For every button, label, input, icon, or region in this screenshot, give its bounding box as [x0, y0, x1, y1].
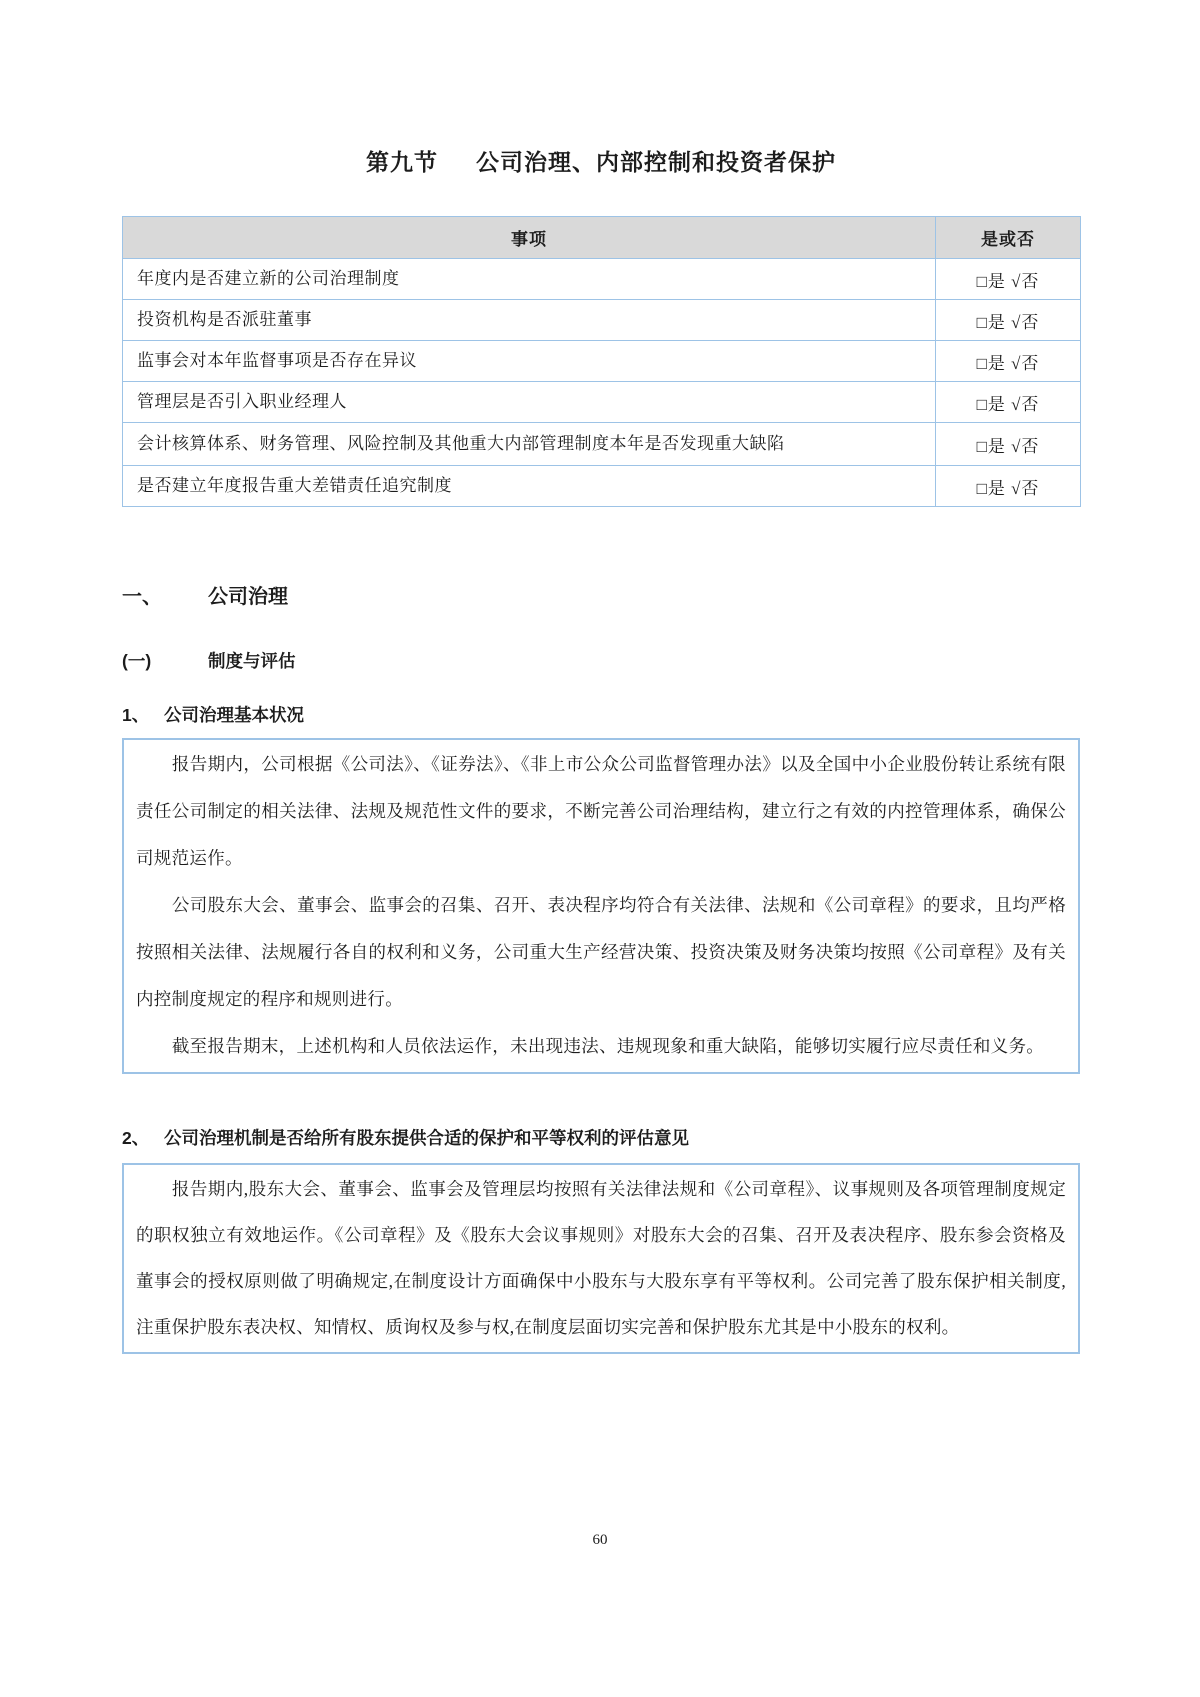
heading-label: 公司治理机制是否给所有股东提供合适的保护和平等权利的评估意见	[164, 1128, 689, 1148]
table-header-row	[123, 217, 1081, 259]
answer-cell: □是 √否	[936, 382, 1081, 423]
page-title	[122, 146, 1080, 178]
section-number: 第九节	[366, 149, 438, 175]
heading-number: 1、	[122, 705, 150, 725]
answer-cell: □是 √否	[936, 341, 1081, 382]
heading-number: 一、	[122, 586, 162, 608]
heading-number: (一)	[122, 651, 152, 671]
item-cell: 监事会对本年监督事项是否存在异议	[123, 341, 936, 382]
table-row	[123, 341, 1081, 382]
heading-item-governance-status	[122, 703, 1080, 728]
item-cell: 管理层是否引入职业经理人	[123, 382, 936, 423]
heading-label: 公司治理	[208, 586, 288, 608]
column-header-answer: 是或否	[936, 217, 1081, 259]
governance-status-box	[122, 738, 1080, 1074]
heading-item-shareholder-protection	[122, 1126, 1080, 1151]
paragraph: 公司股东大会、董事会、监事会的召集、召开、表决程序均符合有关法律、法规和《公司章程》的要求，且均严格按照相关法律、法规履行各自的权利和义务，公司重大生产经营决策、投资决策及财务决策均按照《公司章程》及有关内控制度规定的程序和规则进行。	[136, 895, 1066, 1009]
table-row	[123, 466, 1081, 507]
heading-label: 公司治理基本状况	[164, 705, 304, 725]
answer-cell: □是 √否	[936, 423, 1081, 466]
heading-section-governance	[122, 583, 1080, 611]
governance-checklist-table	[122, 216, 1081, 507]
item-cell: 会计核算体系、财务管理、风险控制及其他重大内部管理制度本年是否发现重大缺陷	[123, 423, 936, 466]
page-number: 60	[592, 1532, 608, 1548]
item-cell: 是否建立年度报告重大差错责任追究制度	[123, 466, 936, 507]
column-header-item: 事项	[123, 217, 936, 259]
item-cell: 投资机构是否派驻董事	[123, 300, 936, 341]
table-row	[123, 423, 1081, 466]
shareholder-protection-box	[122, 1163, 1080, 1354]
paragraph: 报告期内，公司根据《公司法》、《证券法》、《非上市公众公司监督管理办法》以及全国中小企业股份转让系统有限责任公司制定的相关法律、法规及规范性文件的要求，不断完善公司治理结构，建立行之有效的内控管理体系，确保公司规范运作。	[136, 754, 1066, 868]
heading-number: 2、	[122, 1128, 150, 1148]
heading-label: 制度与评估	[208, 651, 296, 671]
item-cell: 年度内是否建立新的公司治理制度	[123, 259, 936, 300]
answer-cell: □是 √否	[936, 300, 1081, 341]
section-title: 公司治理、内部控制和投资者保护	[476, 149, 836, 175]
answer-cell: □是 √否	[936, 259, 1081, 300]
answer-cell: □是 √否	[936, 466, 1081, 507]
heading-subsection-system-evaluation	[122, 649, 1080, 674]
table-row	[123, 259, 1081, 300]
table-row	[123, 300, 1081, 341]
paragraph: 报告期内,股东大会、董事会、监事会及管理层均按照有关法律法规和《公司章程》、议事规则及各项管理制度规定的职权独立有效地运作。《公司章程》及《股东大会议事规则》对股东大会的召集、召开及表决程序、股东参会资格及董事会的授权原则做了明确规定,在制度设计方面确保中小股东与大股东享有平等权利。公司完善了股东保护相关制度,注重保护股东表决权、知情权、质询权及参与权,在制度层面切实完善和保护股东尤其是中小股东的权利。	[136, 1179, 1066, 1337]
table-row	[123, 382, 1081, 423]
paragraph: 截至报告期末，上述机构和人员依法运作，未出现违法、违规现象和重大缺陷，能够切实履行应尽责任和义务。	[171, 1036, 1045, 1056]
